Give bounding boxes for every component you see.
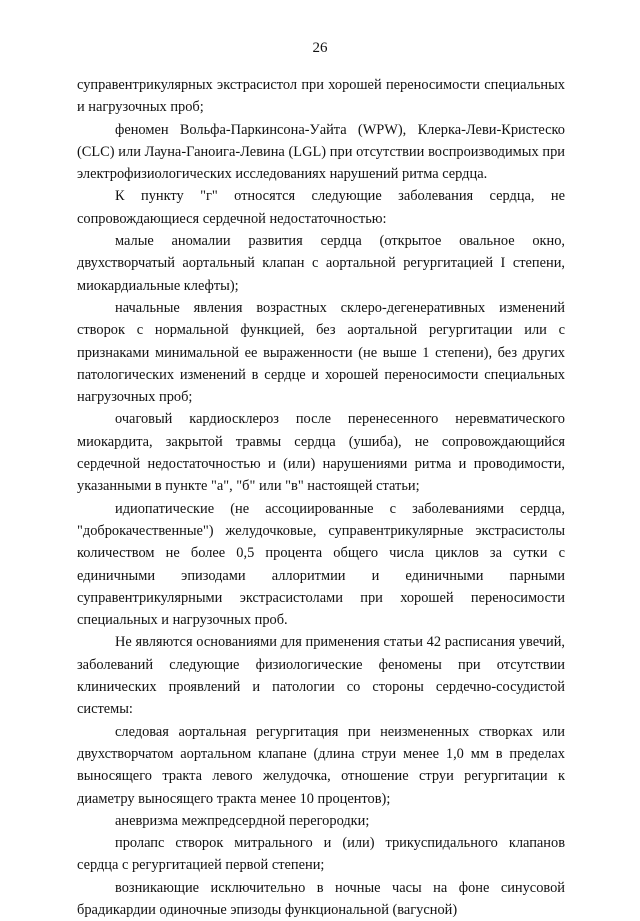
paragraph-not-grounds-intro: Не являются основаниями для применения статьи 42 расписания увечий, заболеваний следующие физиологические феномены при отсутствии клинических проявлений и патологии со стороны сердечно-сосудистой системы: [77,634,565,718]
paragraph-trace-regurgitation: следовая аортальная регургитация при неизмененных створках или двухстворчатом аортальном клапане (длина струи менее 1,0 мм в пределах выносящего тракта левого желудочка, отношение струи регургитации к диаметру выносящего тракта менее 10 процентов); [77,723,565,807]
paragraph-idiopathic-extrasystoles: идиопатические (не ассоциированные с заболеваниями сердца, "доброкачественные") желудочковые, суправентрикулярные экстрасистолы количеством не более 0,5 процента общего числа циклов за сутки с единичными эпизодами аллоритмии и единичными парными суправентрикулярными экстрасистолами при хорошей переносимости специальных и нагрузочных проб. [77,500,565,629]
paragraph-septal-aneurysm: аневризма межпредсердной перегородки; [115,812,370,829]
document-body [77,74,565,921]
paragraph-focal-cardiosclerosis: очаговый кардиосклероз после перенесенного неревматического миокардита, закрытой травмы сердца (ушиба), не сопровождающийся сердечной недостаточностью и (или) нарушениями ритма и проводимости, указанными в пункте "а", "б" или "в" настоящей статьи; [77,411,565,495]
paragraph-valve-prolapse: пролапс створок митрального и (или) трикуспидального клапанов сердца с регургитацией первой степени; [77,835,565,874]
paragraph-minor-anomalies: малые аномалии развития сердца (открытое овальное окно, двухстворчатый аортальный клапан с аортальной регургитацией I степени, миокардиальные клефты); [77,233,565,294]
paragraph-degenerative-changes: начальные явления возрастных склеро-дегенеративных изменений створок с нормальной функцией, без аортальной регургитации или с признаками минимальной ее выраженности (не выше 1 степени), без других патологических изменений в сердце и хорошей переносимости специальных нагрузочных проб; [77,299,565,406]
paragraph-wpw-phenomenon: феномен Вольфа-Паркинсона-Уайта (WPW), Клерка-Леви-Кристеско (CLC) или Лауна-Ганоига-Левина (LGL) при отсутствии воспроизводимых при электрофизиологических исследованиях нарушений ритма сердца. [77,121,565,183]
paragraph-nocturnal-episodes: возникающие исключительно в ночные часы на фоне синусовой брадикардии одиночные эпизоды функциональной (вагусной) [77,879,565,918]
page-number: 26 [312,40,328,56]
paragraph-item-g-intro: К пункту "г" относятся следующие заболевания сердца, не сопровождающиеся сердечной недостаточностью: [77,188,565,227]
paragraph-continuation: суправентрикулярных экстрасистол при хорошей переносимости специальных и нагрузочных проб; [77,77,565,116]
